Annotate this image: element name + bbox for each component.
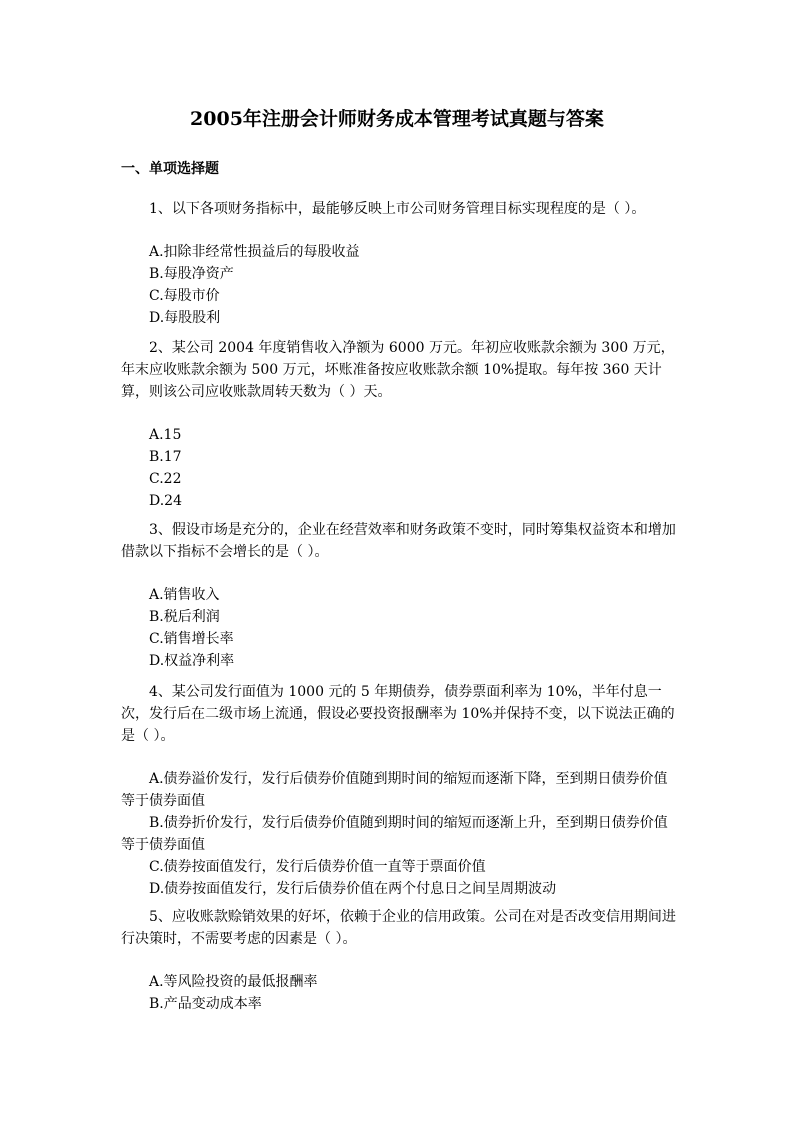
option-b: B.债券折价发行，发行后债券价值随到期时间的缩短而逐渐上升，至到期日债券价值等于债券面值 xyxy=(121,815,668,853)
question-4 xyxy=(121,681,676,900)
question-stem: 3、假设市场是充分的，企业在经营效率和财务政策不变时，同时筹集权益资本和增加借款以下指标不会增长的是（ ）。 xyxy=(121,522,676,560)
option-b: B.17 xyxy=(149,449,182,465)
option-list xyxy=(121,971,676,1015)
option-d: D.每股股利 xyxy=(149,310,221,326)
option-list xyxy=(121,424,676,512)
option-list xyxy=(121,584,676,672)
option-c: C.销售增长率 xyxy=(149,631,234,647)
option-c: C.每股市价 xyxy=(149,288,220,304)
question-1 xyxy=(121,198,676,329)
document-title: 2005年注册会计师财务成本管理考试真题与答案 xyxy=(190,108,604,130)
option-a: A.扣除非经常性损益后的每股收益 xyxy=(149,244,360,260)
question-stem: 5、应收账款赊销效果的好坏，依赖于企业的信用政策。公司在对是否改变信用期间进行决策时，不需要考虑的因素是（ ）。 xyxy=(121,909,676,947)
option-d: D.权益净利率 xyxy=(149,653,235,669)
option-a: A.等风险投资的最低报酬率 xyxy=(149,974,318,990)
option-b: B.税后利润 xyxy=(149,609,220,625)
option-a: A.15 xyxy=(149,427,182,443)
question-stem: 2、某公司 2004 年度销售收入净额为 6000 万元。年初应收账款余额为 300 万元，年末应收账款余额为 500 万元，坏账准备按应收账款余额 10%提取。每年按 360 天计算，则该公司应收账款周转天数为（ ）天。 xyxy=(121,340,675,400)
option-d: D.24 xyxy=(149,493,182,509)
question-stem: 1、以下各项财务指标中，最能够反映上市公司财务管理目标实现程度的是（ ）。 xyxy=(149,201,646,217)
question-stem: 4、某公司发行面值为 1000 元的 5 年期债券，债券票面利率为 10%，半年付息一次，发行后在二级市场上流通，假设必要投资报酬率为 10%并保持不变，以下说法正确的是（ ）。 xyxy=(121,684,675,744)
option-list xyxy=(121,241,676,329)
question-5 xyxy=(121,906,676,1015)
option-c: C.22 xyxy=(149,471,182,487)
question-3 xyxy=(121,519,676,672)
option-list xyxy=(121,768,676,900)
option-a: A.债券溢价发行，发行后债券价值随到期时间的缩短而逐渐下降，至到期日债券价值等于债券面值 xyxy=(121,771,668,809)
option-d: D.债券按面值发行，发行后债券价值在两个付息日之间呈周期波动 xyxy=(149,881,557,897)
section-heading: 一、单项选择题 xyxy=(121,161,219,177)
option-a: A.销售收入 xyxy=(149,587,220,603)
option-b: B.每股净资产 xyxy=(149,266,234,282)
question-2 xyxy=(121,337,676,512)
option-b: B.产品变动成本率 xyxy=(149,996,262,1012)
option-c: C.债券按面值发行，发行后债券价值一直等于票面价值 xyxy=(149,859,486,875)
